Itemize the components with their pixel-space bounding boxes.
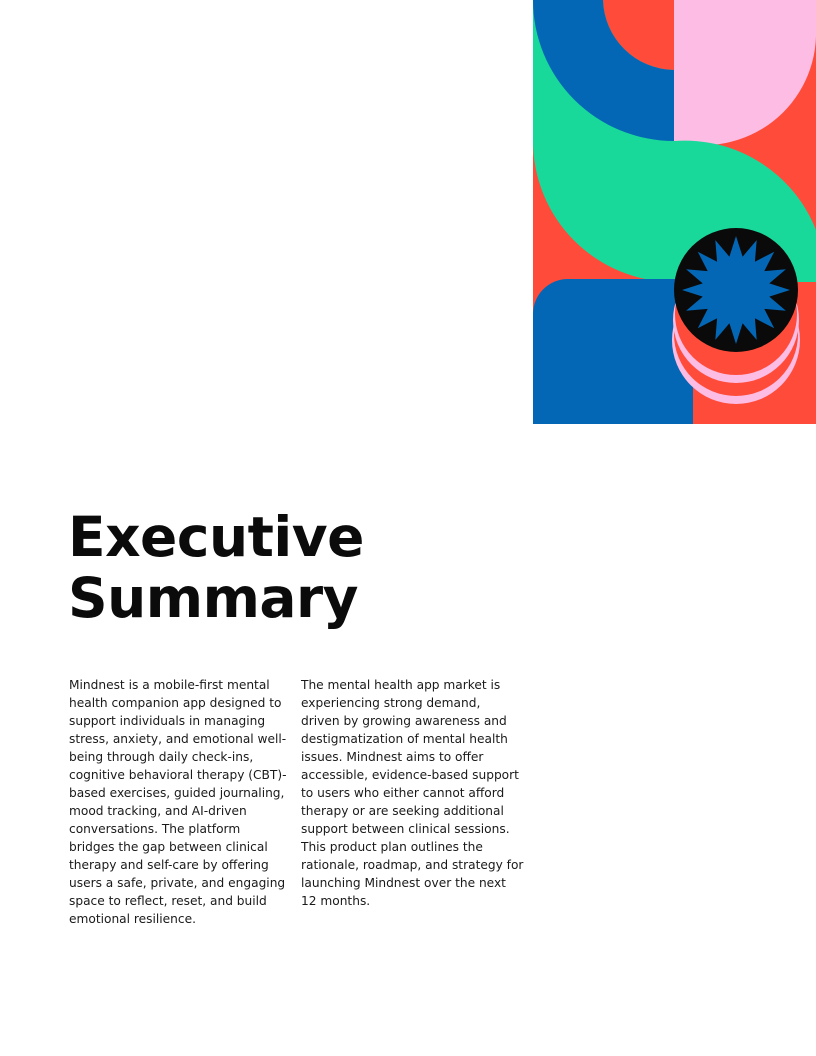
summary-paragraph-left [69,676,289,928]
decorative-geometric-artwork [533,0,816,424]
blue-starburst-icon [682,236,790,344]
page-title [68,507,488,629]
paragraph-line: bridges the gap between clinical [69,840,268,854]
paragraph-line: experiencing strong demand, [301,696,481,710]
summary-paragraph-right [301,676,523,910]
paragraph-line: driven by growing awareness and [301,714,507,728]
paragraph-line: rationale, roadmap, and strategy for [301,858,524,872]
paragraph-line: to users who either cannot afford [301,786,505,800]
paragraph-line: 12 months. [301,894,371,908]
paragraph-line: support individuals in managing [69,714,266,728]
paragraph-line: being through daily check-ins, [69,750,254,764]
paragraph-line: destigmatization of mental health [301,732,508,746]
paragraph-line: health companion app designed to [69,696,282,710]
paragraph-line: stress, anxiety, and emotional well- [69,732,287,746]
paragraph-line: cognitive behavioral therapy (CBT)- [69,768,287,782]
blue-rounded-block [533,279,693,424]
paragraph-line: issues. Mindnest aims to offer [301,750,484,764]
paragraph-line: support between clinical sessions. [301,822,510,836]
paragraph-line: therapy and self-care by offering [69,858,269,872]
paragraph-line: emotional resilience. [69,912,196,926]
paragraph-line: conversations. The platform [69,822,241,836]
paragraph-line: space to reflect, reset, and build [69,894,267,908]
paragraph-line: Mindnest is a mobile-first mental [69,678,270,692]
page-title-line-1: Executive [68,505,364,569]
paragraph-line: This product plan outlines the [301,840,483,854]
paragraph-line: users a safe, private, and engaging [69,876,286,890]
paragraph-line: accessible, evidence-based support [301,768,519,782]
paragraph-line: launching Mindnest over the next [301,876,506,890]
paragraph-line: based exercises, guided journaling, [69,786,285,800]
page-title-line-2: Summary [68,566,358,630]
paragraph-line: The mental health app market is [301,678,501,692]
paragraph-line: therapy or are seeking additional [301,804,504,818]
paragraph-line: mood tracking, and AI-driven [69,804,247,818]
